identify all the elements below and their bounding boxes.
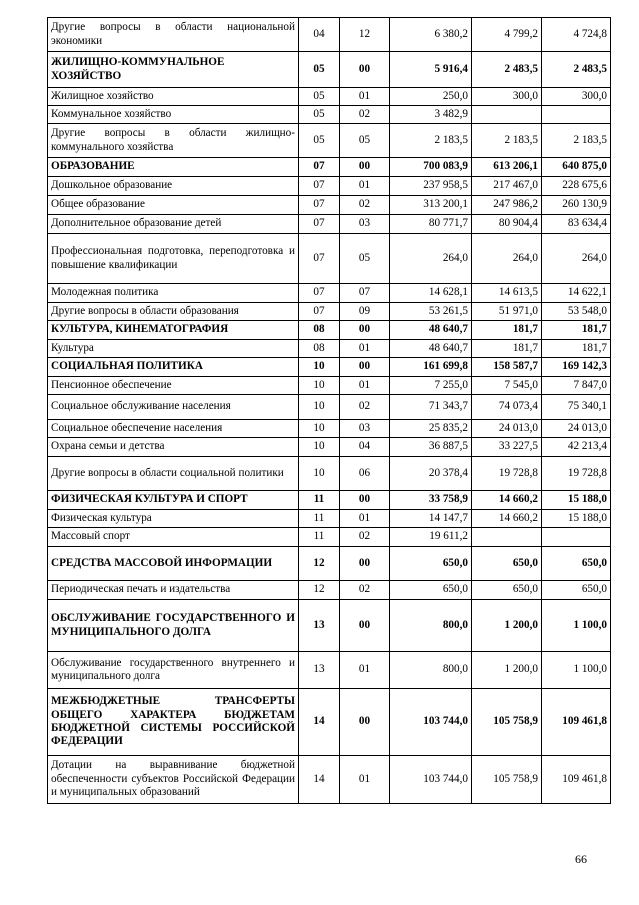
row-subsection-code: 01 (340, 88, 390, 106)
row-subsection-code: 01 (340, 340, 390, 358)
row-amount-1: 250,0 (390, 88, 472, 106)
table-row (48, 510, 611, 528)
row-subsection-code: 03 (340, 420, 390, 438)
row-amount-3: 640 875,0 (542, 158, 611, 177)
table-row (48, 88, 611, 106)
row-name: Культура (48, 340, 299, 358)
row-amount-1: 2 183,5 (390, 124, 472, 158)
row-name: Молодежная политика (48, 284, 299, 303)
row-amount-1: 71 343,7 (390, 395, 472, 420)
row-amount-3: 83 634,4 (542, 215, 611, 234)
section-row (48, 547, 611, 581)
row-amount-3: 4 724,8 (542, 18, 611, 52)
row-section-code: 04 (299, 18, 340, 52)
row-name: Другие вопросы в области социальной политики (48, 457, 299, 491)
row-amount-1: 800,0 (390, 600, 472, 652)
row-section-code: 05 (299, 124, 340, 158)
row-section-code: 05 (299, 106, 340, 124)
row-amount-1: 6 380,2 (390, 18, 472, 52)
row-subsection-code: 02 (340, 581, 390, 600)
row-name: Социальное обеспечение населения (48, 420, 299, 438)
table-row (48, 18, 611, 52)
row-subsection-code: 01 (340, 652, 390, 689)
table-row (48, 124, 611, 158)
table-row (48, 340, 611, 358)
row-amount-2: 7 545,0 (472, 377, 542, 395)
row-section-code: 07 (299, 303, 340, 321)
row-name: ОБРАЗОВАНИЕ (48, 158, 299, 177)
row-subsection-code: 02 (340, 528, 390, 547)
row-amount-1: 161 699,8 (390, 358, 472, 377)
row-amount-2: 19 728,8 (472, 457, 542, 491)
row-section-code: 07 (299, 196, 340, 215)
row-amount-2: 613 206,1 (472, 158, 542, 177)
row-name: Жилищное хозяйство (48, 88, 299, 106)
row-amount-3: 7 847,0 (542, 377, 611, 395)
table-row (48, 581, 611, 600)
row-subsection-code: 00 (340, 491, 390, 510)
row-amount-3 (542, 528, 611, 547)
row-amount-2: 14 660,2 (472, 510, 542, 528)
row-amount-2: 4 799,2 (472, 18, 542, 52)
row-amount-2: 181,7 (472, 321, 542, 340)
row-amount-1: 650,0 (390, 581, 472, 600)
row-amount-3: 53 548,0 (542, 303, 611, 321)
row-subsection-code: 01 (340, 177, 390, 196)
row-name: Дополнительное образование детей (48, 215, 299, 234)
row-amount-1: 313 200,1 (390, 196, 472, 215)
row-amount-2: 33 227,5 (472, 438, 542, 457)
row-name: Другие вопросы в области жилищно-коммунального хозяйства (48, 124, 299, 158)
row-amount-3: 75 340,1 (542, 395, 611, 420)
row-amount-2: 300,0 (472, 88, 542, 106)
row-amount-1: 5 916,4 (390, 52, 472, 88)
table-body (48, 18, 611, 804)
row-name: ЖИЛИЩНО-КОММУНАЛЬНОЕ ХОЗЯЙСТВО (48, 52, 299, 88)
row-section-code: 07 (299, 158, 340, 177)
row-name: Обслуживание государственного внутреннего и муниципального долга (48, 652, 299, 689)
section-row (48, 491, 611, 510)
table-row (48, 377, 611, 395)
row-amount-1: 264,0 (390, 234, 472, 284)
row-amount-1: 103 744,0 (390, 689, 472, 756)
row-subsection-code: 00 (340, 358, 390, 377)
row-section-code: 05 (299, 52, 340, 88)
row-amount-1: 53 261,5 (390, 303, 472, 321)
row-amount-2: 158 587,7 (472, 358, 542, 377)
row-subsection-code: 02 (340, 106, 390, 124)
row-name: СОЦИАЛЬНАЯ ПОЛИТИКА (48, 358, 299, 377)
section-row (48, 600, 611, 652)
row-name: Массовый спорт (48, 528, 299, 547)
row-amount-3: 1 100,0 (542, 600, 611, 652)
row-amount-3: 14 622,1 (542, 284, 611, 303)
row-amount-3: 15 188,0 (542, 510, 611, 528)
row-amount-1: 36 887,5 (390, 438, 472, 457)
row-amount-3: 181,7 (542, 321, 611, 340)
row-subsection-code: 03 (340, 215, 390, 234)
section-row (48, 158, 611, 177)
row-subsection-code: 02 (340, 395, 390, 420)
row-amount-1: 700 083,9 (390, 158, 472, 177)
row-amount-2: 105 758,9 (472, 756, 542, 804)
row-amount-3: 109 461,8 (542, 756, 611, 804)
row-amount-2: 2 183,5 (472, 124, 542, 158)
row-amount-1: 14 628,1 (390, 284, 472, 303)
row-section-code: 12 (299, 547, 340, 581)
row-amount-1: 650,0 (390, 547, 472, 581)
row-section-code: 13 (299, 600, 340, 652)
row-subsection-code: 00 (340, 689, 390, 756)
row-section-code: 12 (299, 581, 340, 600)
row-subsection-code: 00 (340, 321, 390, 340)
row-amount-3: 650,0 (542, 581, 611, 600)
row-subsection-code: 07 (340, 284, 390, 303)
table-row (48, 756, 611, 804)
row-subsection-code: 06 (340, 457, 390, 491)
row-section-code: 11 (299, 510, 340, 528)
row-name: ФИЗИЧЕСКАЯ КУЛЬТУРА И СПОРТ (48, 491, 299, 510)
row-name: ОБСЛУЖИВАНИЕ ГОСУДАРСТВЕННОГО И МУНИЦИПАЛЬНОГО ДОЛГА (48, 600, 299, 652)
row-subsection-code: 12 (340, 18, 390, 52)
row-name: Охрана семьи и детства (48, 438, 299, 457)
row-name: Коммунальное хозяйство (48, 106, 299, 124)
row-amount-3: 1 100,0 (542, 652, 611, 689)
row-amount-2: 247 986,2 (472, 196, 542, 215)
row-amount-3: 300,0 (542, 88, 611, 106)
row-section-code: 10 (299, 457, 340, 491)
row-amount-2: 105 758,9 (472, 689, 542, 756)
row-amount-2: 14 613,5 (472, 284, 542, 303)
row-amount-3: 109 461,8 (542, 689, 611, 756)
row-name: Общее образование (48, 196, 299, 215)
row-amount-1: 48 640,7 (390, 321, 472, 340)
row-amount-1: 48 640,7 (390, 340, 472, 358)
budget-table (47, 17, 611, 804)
table-row (48, 420, 611, 438)
table-row (48, 652, 611, 689)
table-row (48, 196, 611, 215)
row-name: Дошкольное образование (48, 177, 299, 196)
row-amount-1: 19 611,2 (390, 528, 472, 547)
row-subsection-code: 01 (340, 510, 390, 528)
row-name: Периодическая печать и издательства (48, 581, 299, 600)
row-amount-1: 237 958,5 (390, 177, 472, 196)
row-amount-2: 1 200,0 (472, 652, 542, 689)
row-section-code: 11 (299, 491, 340, 510)
table-row (48, 234, 611, 284)
table-row (48, 438, 611, 457)
row-amount-1: 3 482,9 (390, 106, 472, 124)
row-subsection-code: 00 (340, 158, 390, 177)
row-amount-1: 103 744,0 (390, 756, 472, 804)
table-row (48, 528, 611, 547)
section-row (48, 689, 611, 756)
row-amount-3: 264,0 (542, 234, 611, 284)
row-amount-3: 260 130,9 (542, 196, 611, 215)
page-number: 66 (575, 852, 587, 866)
row-amount-2: 181,7 (472, 340, 542, 358)
row-section-code: 11 (299, 528, 340, 547)
row-amount-2: 51 971,0 (472, 303, 542, 321)
row-amount-2: 74 073,4 (472, 395, 542, 420)
row-subsection-code: 09 (340, 303, 390, 321)
row-subsection-code: 05 (340, 234, 390, 284)
row-amount-2: 217 467,0 (472, 177, 542, 196)
section-row (48, 321, 611, 340)
row-subsection-code: 05 (340, 124, 390, 158)
row-amount-1: 33 758,9 (390, 491, 472, 510)
row-section-code: 10 (299, 420, 340, 438)
row-amount-2 (472, 528, 542, 547)
row-amount-2 (472, 106, 542, 124)
row-section-code: 10 (299, 358, 340, 377)
row-amount-3: 42 213,4 (542, 438, 611, 457)
table-row (48, 284, 611, 303)
table-row (48, 177, 611, 196)
row-amount-3: 228 675,6 (542, 177, 611, 196)
row-amount-2: 264,0 (472, 234, 542, 284)
row-amount-1: 800,0 (390, 652, 472, 689)
row-amount-3: 2 183,5 (542, 124, 611, 158)
row-section-code: 07 (299, 215, 340, 234)
row-subsection-code: 02 (340, 196, 390, 215)
table-row (48, 106, 611, 124)
row-subsection-code: 01 (340, 756, 390, 804)
row-name: Пенсионное обеспечение (48, 377, 299, 395)
row-name: Физическая культура (48, 510, 299, 528)
row-section-code: 14 (299, 756, 340, 804)
row-section-code: 05 (299, 88, 340, 106)
row-name: КУЛЬТУРА, КИНЕМАТОГРАФИЯ (48, 321, 299, 340)
table-row (48, 215, 611, 234)
row-section-code: 10 (299, 395, 340, 420)
row-amount-1: 25 835,2 (390, 420, 472, 438)
row-subsection-code: 00 (340, 52, 390, 88)
row-amount-3: 181,7 (542, 340, 611, 358)
row-amount-2: 650,0 (472, 547, 542, 581)
row-amount-3: 2 483,5 (542, 52, 611, 88)
row-amount-2: 1 200,0 (472, 600, 542, 652)
row-section-code: 13 (299, 652, 340, 689)
row-amount-2: 14 660,2 (472, 491, 542, 510)
row-name: МЕЖБЮДЖЕТНЫЕ ТРАНСФЕРТЫ ОБЩЕГО ХАРАКТЕРА БЮДЖЕТАМ БЮДЖЕТНОЙ СИСТЕМЫ РОССИЙСКОЙ ФЕДЕРАЦИИ (48, 689, 299, 756)
row-section-code: 07 (299, 284, 340, 303)
row-amount-2: 80 904,4 (472, 215, 542, 234)
table-row (48, 303, 611, 321)
row-amount-1: 7 255,0 (390, 377, 472, 395)
row-subsection-code: 00 (340, 547, 390, 581)
row-amount-3 (542, 106, 611, 124)
row-subsection-code: 01 (340, 377, 390, 395)
row-amount-3: 169 142,3 (542, 358, 611, 377)
row-name: СРЕДСТВА МАССОВОЙ ИНФОРМАЦИИ (48, 547, 299, 581)
row-section-code: 14 (299, 689, 340, 756)
section-row (48, 358, 611, 377)
row-name: Социальное обслуживание населения (48, 395, 299, 420)
row-amount-2: 24 013,0 (472, 420, 542, 438)
row-section-code: 10 (299, 438, 340, 457)
row-amount-3: 24 013,0 (542, 420, 611, 438)
row-amount-3: 15 188,0 (542, 491, 611, 510)
row-name: Другие вопросы в области образования (48, 303, 299, 321)
row-amount-1: 14 147,7 (390, 510, 472, 528)
row-subsection-code: 00 (340, 600, 390, 652)
row-amount-3: 650,0 (542, 547, 611, 581)
row-section-code: 08 (299, 340, 340, 358)
row-amount-3: 19 728,8 (542, 457, 611, 491)
row-amount-2: 2 483,5 (472, 52, 542, 88)
row-amount-1: 80 771,7 (390, 215, 472, 234)
row-section-code: 08 (299, 321, 340, 340)
table-row (48, 457, 611, 491)
row-section-code: 07 (299, 234, 340, 284)
row-amount-2: 650,0 (472, 581, 542, 600)
row-section-code: 10 (299, 377, 340, 395)
section-row (48, 52, 611, 88)
row-subsection-code: 04 (340, 438, 390, 457)
row-section-code: 07 (299, 177, 340, 196)
table-row (48, 395, 611, 420)
row-name: Дотации на выравнивание бюджетной обеспеченности субъектов Российской Федерации и муниципальных образований (48, 756, 299, 804)
row-amount-1: 20 378,4 (390, 457, 472, 491)
row-name: Другие вопросы в области национальной экономики (48, 18, 299, 52)
row-name: Профессиональная подготовка, переподготовка и повышение квалификации (48, 234, 299, 284)
